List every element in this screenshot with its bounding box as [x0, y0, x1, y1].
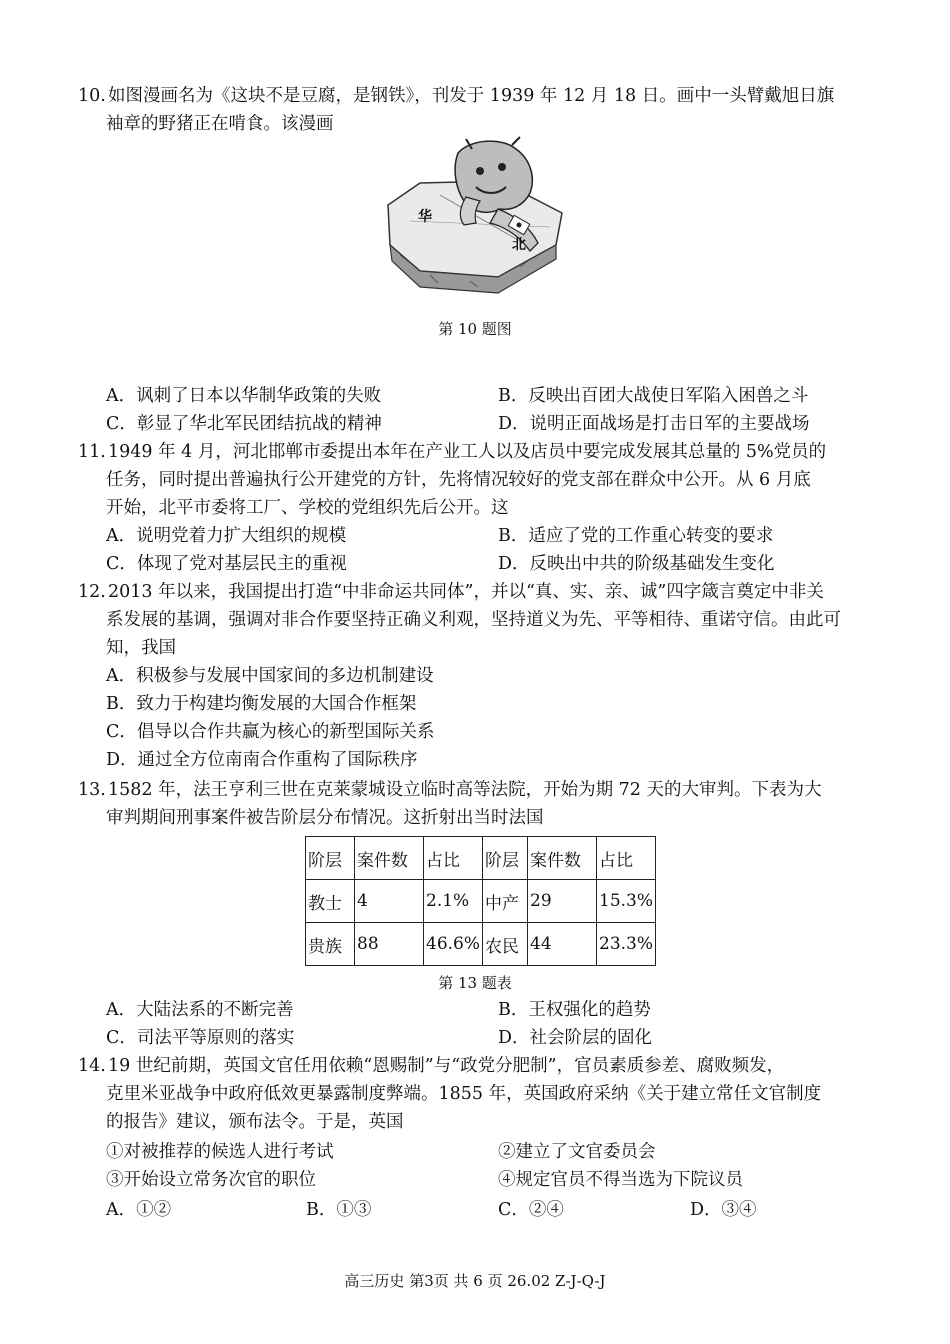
question-stem-line: 任务，同时提出普遍执行公开建党的方针，先将情况较好的党支部在群众中公开。从 6 月底 — [106, 470, 811, 490]
table-cell: 23.3% — [597, 923, 656, 966]
question-stem: 如图漫画名为《这块不是豆腐，是钢铁》，刊发于 1939 年 12 月 18 日。画中一头臂戴旭日旗 — [108, 86, 835, 106]
statement-1: ①对被推荐的候选人进行考试 — [106, 1142, 334, 1162]
question-stem-line: 袖章的野猪正在啃食。该漫画 — [106, 114, 334, 134]
option-c: C．司法平等原则的落实 — [106, 1028, 295, 1048]
question-11 — [78, 438, 878, 466]
table-cell: 教士 — [306, 880, 355, 923]
table-header-cell: 占比 — [597, 837, 656, 880]
option-b: B．王权强化的趋势 — [498, 1000, 651, 1020]
question-10 — [78, 82, 878, 110]
question-number: 11. — [78, 442, 106, 462]
table-cell: 15.3% — [597, 880, 656, 923]
table-header-cell: 案件数 — [528, 837, 597, 880]
data-table — [305, 836, 656, 966]
option-a: A．大陆法系的不断完善 — [106, 1000, 294, 1020]
statement-3: ③开始设立常务次官的职位 — [106, 1170, 316, 1190]
table-caption: 第 13 题表 — [438, 974, 512, 992]
option-d: D．通过全方位南南合作重构了国际秩序 — [106, 750, 418, 770]
option-b: B．适应了党的工作重心转变的要求 — [498, 526, 774, 546]
question-stem: 1949 年 4 月，河北邯郸市委提出本年在产业工人以及店员中要完成发展其总量的 5%党员的 — [108, 442, 827, 462]
option-a: A．①② — [106, 1200, 172, 1220]
option-b: B．致力于构建均衡发展的大国合作框架 — [106, 694, 417, 714]
question-12 — [78, 578, 878, 606]
option-b: B．①③ — [306, 1200, 372, 1220]
table-cell: 农民 — [483, 923, 528, 966]
question-stem-line: 的报告》建议，颁布法令。于是，英国 — [106, 1112, 404, 1132]
table-cell: 2.1% — [424, 880, 483, 923]
question-14 — [78, 1052, 878, 1080]
question-number: 14. — [78, 1056, 106, 1076]
option-b: B．反映出百团大战使日军陷入困兽之斗 — [498, 386, 809, 406]
option-d: D．社会阶层的固化 — [498, 1028, 653, 1048]
question-number: 13. — [78, 780, 106, 800]
question-number: 12. — [78, 582, 106, 602]
table-cell: 44 — [528, 923, 597, 966]
option-a: A．积极参与发展中国家间的多边机制建设 — [106, 666, 434, 686]
table-cell: 4 — [355, 880, 424, 923]
table-header-row — [306, 837, 656, 880]
figure-label-hua: 华 — [418, 209, 432, 225]
question-stem-line: 开始，北平市委将工厂、学校的党组织先后公开。这 — [106, 498, 509, 518]
question-stem-line: 克里米亚战争中政府低效更暴露制度弊端。1855 年，英国政府采纳《关于建立常任文官制度 — [106, 1084, 822, 1104]
question-stem: 19 世纪前期，英国文官任用依赖“恩赐制”与“政党分肥制”，官员素质参差、腐败频发， — [108, 1056, 785, 1076]
option-c: C．彰显了华北军民团结抗战的精神 — [106, 414, 382, 434]
option-c: C．倡导以合作共赢为核心的新型国际关系 — [106, 722, 435, 742]
question-stem-line: 知，我国 — [106, 638, 176, 658]
option-c: C．体现了党对基层民主的重视 — [106, 554, 347, 574]
question-stem-line: 系发展的基调，强调对非合作要坚持正确义利观，坚持道义为先、平等相待、重诺守信。由此可 — [106, 610, 841, 630]
table-header-cell: 阶层 — [483, 837, 528, 880]
option-a: A．说明党着力扩大组织的规模 — [106, 526, 347, 546]
table-header-cell: 案件数 — [355, 837, 424, 880]
page-footer: 高三历史 第3页 共 6 页 26.02 Z-J-Q-J — [344, 1272, 606, 1290]
question-13 — [78, 776, 878, 804]
table-row — [306, 880, 656, 923]
question-stem-line: 审判期间刑事案件被告阶层分布情况。这折射出当时法国 — [106, 808, 544, 828]
table-cell: 46.6% — [424, 923, 483, 966]
cartoon-figure — [380, 135, 575, 300]
question-number: 10. — [78, 86, 106, 106]
statement-2: ②建立了文官委员会 — [498, 1142, 656, 1162]
table-cell: 29 — [528, 880, 597, 923]
figure-caption: 第 10 题图 — [438, 320, 512, 338]
figure-label-bei: 北 — [512, 237, 526, 253]
option-d: D．反映出中共的阶级基础发生变化 — [498, 554, 775, 574]
question-stem: 2013 年以来，我国提出打造“中非命运共同体”，并以“真、实、亲、诚”四字箴言奠定中非关 — [108, 582, 824, 602]
table-header-cell: 阶层 — [306, 837, 355, 880]
question-stem: 1582 年，法王亨利三世在克莱蒙城设立临时高等法院，开始为期 72 天的大审判。下表为大 — [108, 780, 822, 800]
option-d: D．③④ — [690, 1200, 757, 1220]
table-cell: 贵族 — [306, 923, 355, 966]
option-c: C．②④ — [498, 1200, 564, 1220]
option-d: D．说明正面战场是打击日军的主要战场 — [498, 414, 810, 434]
option-a: A．讽刺了日本以华制华政策的失败 — [106, 386, 382, 406]
table-row — [306, 923, 656, 966]
statement-4: ④规定官员不得当选为下院议员 — [498, 1170, 743, 1190]
table-cell: 中产 — [483, 880, 528, 923]
table-cell: 88 — [355, 923, 424, 966]
table-header-cell: 占比 — [424, 837, 483, 880]
